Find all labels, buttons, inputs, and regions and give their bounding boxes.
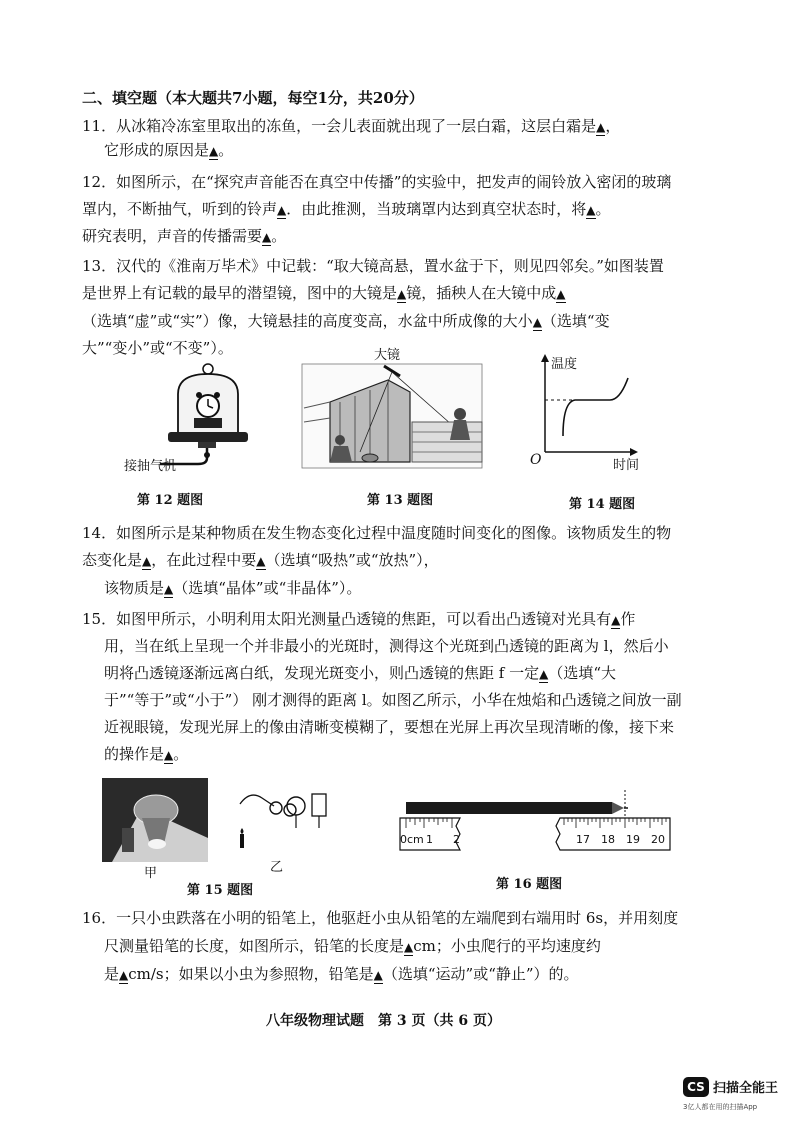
scanner-watermark bbox=[683, 1075, 789, 1115]
q16-line-1: 16．一只小虫跌落在小明的铅笔上，他驱赶小虫从铅笔的左端爬到右端用时 6s，并用刻度 bbox=[82, 909, 679, 927]
q16-blank-2: ▲ bbox=[119, 965, 128, 984]
q15-line-1: 15．如图甲所示，小明利用太阳光测量凸透镜的焦距，可以看出凸透镜对光具有▲作 bbox=[82, 610, 636, 628]
fig12-caption: 第 12 题图 bbox=[137, 493, 204, 508]
q11-line-2: 它形成的原因是▲。 bbox=[104, 141, 234, 159]
fig15-caption: 第 15 题图 bbox=[187, 883, 254, 898]
q14-blank-3: ▲ bbox=[164, 579, 173, 598]
fig16-caption: 第 16 题图 bbox=[496, 877, 563, 892]
fig14-origin-label: O bbox=[530, 452, 542, 468]
fig14-caption: 第 14 题图 bbox=[569, 497, 636, 512]
q14-line-3: 该物质是▲（选填“晶体”或“非晶体”）。 bbox=[104, 579, 362, 597]
q12-line-2: 罩内，不断抽气，听到的铃声▲．由此推测，当玻璃罩内达到真空状态时，将▲。 bbox=[82, 200, 611, 218]
fig14-x-axis-label: 时间 bbox=[613, 458, 640, 473]
scanner-tagline: 3亿人都在用的扫描App bbox=[683, 1103, 758, 1111]
q14-line-1: 14．如图所示是某种物质在发生物态变化过程中温度随时间变化的图像。该物质发生的物 bbox=[82, 524, 672, 542]
q14-blank-2: ▲ bbox=[256, 551, 265, 570]
q15-line-5: 近视眼镜，发现光屏上的像由清晰变模糊了，要想在光屏上再次呈现清晰的像，接下来 bbox=[104, 718, 675, 736]
q16-blank-3: ▲ bbox=[374, 965, 383, 984]
fig14-y-axis-label: 温度 bbox=[551, 357, 578, 372]
q12-line-3: 研究表明，声音的传播需要▲。 bbox=[82, 227, 287, 245]
q13-line-3: （选填“虚”或“实”）像，大镜悬挂的高度变高，水盆中所成像的大小▲（选填“变 bbox=[82, 312, 610, 330]
q14-line-2: 态变化是▲，在此过程中要▲（选填“吸热”或“放热”）， bbox=[82, 551, 439, 569]
q11-blank-1: ▲ bbox=[596, 117, 605, 136]
scanner-brand: 扫描全能王 bbox=[713, 1081, 779, 1096]
q11-blank-2: ▲ bbox=[209, 141, 218, 160]
q15-line-4: 于”“等于”或“小于”） 刚才测得的距离 l。如图乙所示，小华在烛焰和凸透镜之间放一副 bbox=[104, 691, 682, 709]
q13-line-4: 大”“变小”或“不变”）。 bbox=[82, 339, 233, 357]
fig13-periscope-scene bbox=[300, 362, 484, 470]
q12-blank-2: ▲ bbox=[586, 200, 595, 219]
scanner-logo-icon: CS bbox=[683, 1077, 709, 1097]
q16-line-3: 是▲cm/s；如果以小虫为参照物，铅笔是▲（选填“运动”或“静止”）的。 bbox=[104, 965, 579, 983]
section-heading: 二、填空题（本大题共7小题，每空1分，共20分） bbox=[82, 89, 424, 107]
fig15-photo-lens-sunlight bbox=[102, 778, 208, 862]
page-footer: 八年级物理试题 第 3 页（共 6 页） bbox=[266, 1013, 501, 1029]
fig15-label-a: 甲 bbox=[144, 866, 158, 881]
fig12-pump-label: 接抽气机 bbox=[124, 459, 177, 474]
fig13-mirror-label: 大镜 bbox=[374, 348, 401, 363]
q12-blank-1: ▲ bbox=[277, 200, 286, 219]
q11-text: 11．从冰箱冷冻室里取出的冻鱼，一会儿表面就出现了一层白霜，这层白霜是 bbox=[82, 117, 597, 135]
fig14-curve bbox=[563, 378, 628, 436]
q12-line-1: 12．如图所示，在“探究声音能否在真空中传播”的实验中，把发声的闹铃放入密闭的玻璃 bbox=[82, 173, 672, 191]
q13-blank-1: ▲ bbox=[397, 284, 406, 303]
q15-blank-3: ▲ bbox=[164, 745, 173, 764]
q12-blank-3: ▲ bbox=[262, 227, 271, 246]
fig12-bell-jar-diagram bbox=[150, 360, 260, 472]
fig15-label-b: 乙 bbox=[270, 860, 284, 875]
fig15-glasses-setup bbox=[232, 782, 344, 854]
q16-line-2: 尺测量铅笔的长度，如图所示，铅笔的长度是▲cm；小虫爬行的平均速度约 bbox=[104, 937, 601, 955]
q13-line-1: 13．汉代的《淮南万毕术》中记载：“取大镜高悬，置水盆于下，则见四邻矣。”如图装置 bbox=[82, 257, 664, 275]
q15-line-6: 的操作是▲。 bbox=[104, 745, 189, 763]
q15-blank-1: ▲ bbox=[611, 610, 620, 629]
q14-blank-1: ▲ bbox=[142, 551, 151, 570]
q16-blank-1: ▲ bbox=[404, 937, 413, 956]
q15-line-3: 明将凸透镜逐渐远离白纸，发现光斑变小，则凸透镜的焦距 f 一定▲（选填“大 bbox=[104, 664, 616, 682]
q13-line-2: 是世界上有记载的最早的潜望镜，图中的大镜是▲镜，插秧人在大镜中成▲ bbox=[82, 284, 566, 302]
q11-line-1: 11．从冰箱冷冻室里取出的冻鱼，一会儿表面就出现了一层白霜，这层白霜是▲， bbox=[82, 117, 621, 135]
q15-line-2: 用，当在纸上呈现一个并非最小的光斑时，测得这个光斑到凸透镜的距离为 l，然后小 bbox=[104, 637, 669, 655]
q13-blank-2: ▲ bbox=[556, 284, 565, 303]
q13-blank-3: ▲ bbox=[533, 312, 542, 331]
fig13-caption: 第 13 题图 bbox=[367, 493, 434, 508]
q15-blank-2: ▲ bbox=[539, 664, 548, 683]
